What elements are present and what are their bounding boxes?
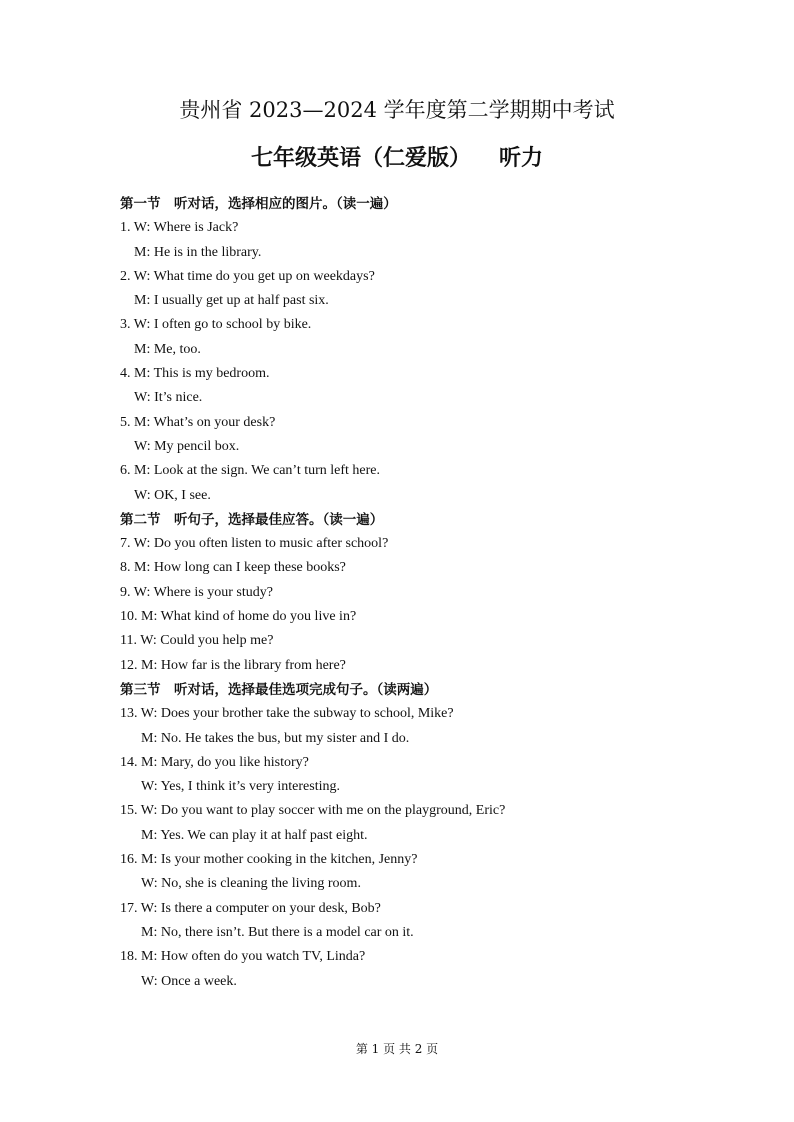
exam-title: 贵州省 2023—2024 学年度第二学期期中考试 [179, 98, 615, 122]
section-heading: 第一节 听对话，选择相应的图片。（读一遍） [120, 196, 397, 212]
response-line: W: No, she is cleaning the living room. [141, 876, 361, 892]
section-heading: 第三节 听对话，选择最佳选项完成句子。（读两遍） [120, 681, 438, 698]
response-line: M: He is in the library. [134, 244, 262, 260]
response-line: M: Me, too. [134, 341, 201, 357]
question-line: 7. W: Do you often listen to music after school? [120, 536, 389, 552]
question-line: 15. W: Do you want to play soccer with me on the playground, Eric? [120, 803, 506, 819]
response-line: W: My pencil box. [134, 438, 240, 454]
subject-title: 七年级英语（仁爱版） [250, 146, 471, 171]
question-line: 1. W: Where is Jack? [120, 220, 239, 236]
response-line: W: OK, I see. [134, 487, 211, 503]
question-line: 18. M: How often do you watch TV, Linda? [120, 949, 366, 965]
section-heading: 第二节 听句子，选择最佳应答。（读一遍） [120, 511, 384, 528]
question-line: 12. M: How far is the library from here? [120, 657, 346, 673]
response-line: M: No. He takes the bus, but my sister and I do. [141, 730, 410, 746]
question-line: 17. W: Is there a computer on your desk, Bob? [120, 900, 381, 916]
listening-script [120, 192, 740, 994]
response-line: M: I usually get up at half past six. [134, 293, 329, 309]
question-line: 16. M: Is your mother cooking in the kitchen, Jenny? [120, 852, 418, 868]
question-line: 3. W: I often go to school by bike. [120, 317, 312, 333]
response-line: W: Yes, I think it’s very interesting. [141, 779, 340, 795]
question-line: 11. W: Could you help me? [120, 633, 274, 649]
question-line: 5. M: What’s on your desk? [120, 414, 276, 430]
question-line: 4. M: This is my bedroom. [120, 366, 270, 382]
listening-label: 听力 [499, 146, 544, 171]
question-line: 10. M: What kind of home do you live in? [120, 609, 357, 625]
question-line: 8. M: How long can I keep these books? [120, 560, 346, 576]
response-line: M: No, there isn’t. But there is a model car on it. [141, 924, 414, 940]
question-line: 9. W: Where is your study? [120, 584, 273, 600]
response-line: M: Yes. We can play it at half past eight. [141, 827, 368, 843]
question-line: 2. W: What time do you get up on weekdays? [120, 268, 375, 284]
response-line: W: Once a week. [141, 973, 237, 989]
question-line: 6. M: Look at the sign. We can’t turn left here. [120, 463, 381, 479]
exam-subtitle [0, 144, 794, 174]
page-number: 第 1 页 共 2 页 [355, 1042, 439, 1056]
response-line: W: It’s nice. [134, 390, 203, 406]
question-line: 14. M: Mary, do you like history? [120, 754, 309, 770]
question-line: 13. W: Does your brother take the subway to school, Mike? [120, 706, 454, 722]
